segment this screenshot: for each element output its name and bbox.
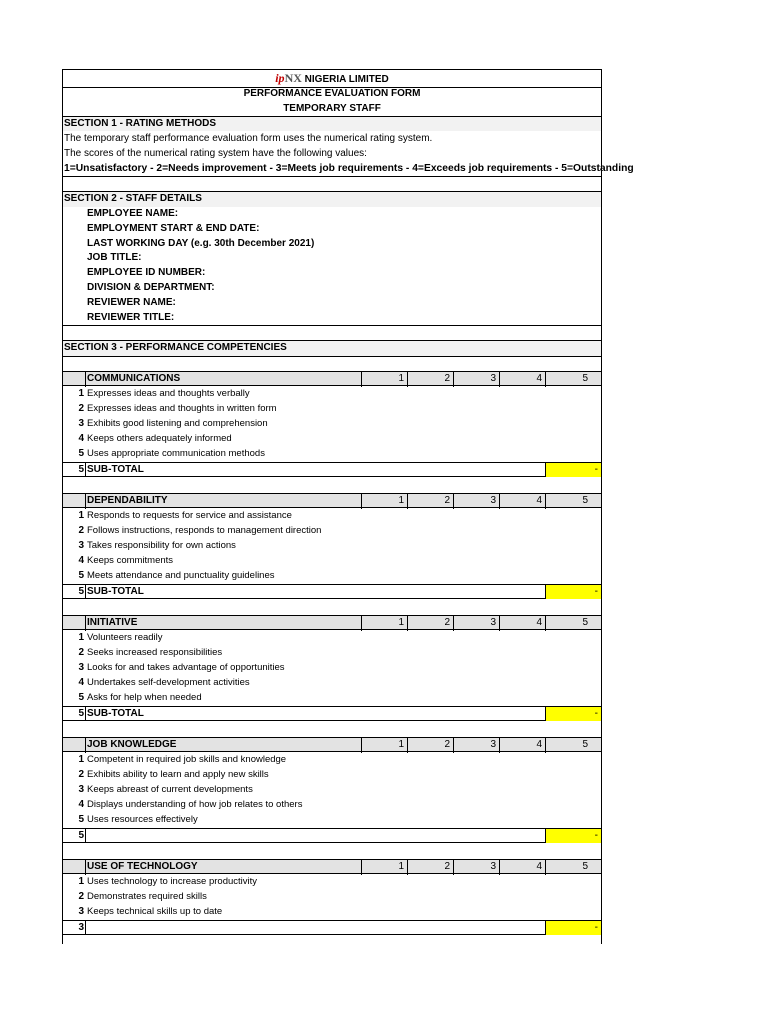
column-divider (85, 584, 86, 599)
rating-column-header: 2 (444, 861, 450, 872)
rating-column-header: 5 (582, 739, 588, 750)
staff-field-label: DIVISION & DEPARTMENT: (87, 282, 215, 293)
competency-item: Expresses ideas and thoughts in written form (87, 403, 277, 414)
rating-column-header: 5 (582, 495, 588, 506)
competency-item: Looks for and takes advantage of opportunities (87, 662, 285, 673)
competency-item: Uses resources effectively (87, 814, 198, 825)
competency-item: Exhibits good listening and comprehension (87, 418, 268, 429)
competency-item: Uses technology to increase productivity (87, 876, 258, 887)
company-name: NIGERIA LIMITED (301, 74, 389, 85)
item-number: 5 (78, 692, 84, 703)
company-title (63, 71, 601, 87)
item-number: 1 (78, 388, 84, 399)
item-number: 5 (78, 448, 84, 459)
item-number: 1 (78, 876, 84, 887)
item-number: 2 (78, 769, 84, 780)
column-divider (85, 828, 86, 843)
staff-field-label: EMPLOYEE ID NUMBER: (87, 267, 206, 279)
competency-item: Undertakes self-development activities (87, 677, 250, 688)
competency-item: Expresses ideas and thoughts verbally (87, 388, 250, 399)
rating-scale-legend: 1=Unsatisfactory - 2=Needs improvement - 3=Meets job requirements - 4=Exceeds job requirements - 5=Outstanding (64, 163, 634, 174)
item-count: 5 (78, 586, 84, 597)
staff-field-label: EMPLOYMENT START & END DATE: (87, 222, 260, 234)
top-border (63, 69, 601, 70)
rating-column-header: 5 (582, 617, 588, 628)
item-number: 3 (78, 540, 84, 551)
rating-column-header: 4 (536, 617, 542, 628)
competency-name: INITIATIVE (87, 617, 138, 628)
item-number: 2 (78, 647, 84, 658)
competency-item: Seeks increased responsibilities (87, 647, 223, 658)
subtotal-score-cell: - (545, 585, 601, 599)
form-title: PERFORMANCE EVALUATION FORM (243, 88, 421, 99)
rating-column-header: 5 (582, 373, 588, 384)
item-number: 2 (78, 525, 84, 536)
item-number: 1 (78, 632, 84, 643)
item-number: 4 (78, 433, 84, 444)
subtotal-row (63, 828, 601, 843)
item-count: 3 (78, 922, 84, 933)
competency-item: Uses appropriate communication methods (87, 448, 265, 459)
competency-item: Competent in required job skills and knowledge (87, 754, 287, 765)
competency-item: Follows instructions, responds to management direction (87, 525, 322, 536)
staff-field-label: LAST WORKING DAY (e.g. 30th December 2021) (87, 237, 315, 249)
competency-name: JOB KNOWLEDGE (87, 739, 177, 750)
rating-column-header: 4 (536, 495, 542, 506)
subtotal-label: SUB-TOTAL (87, 586, 144, 597)
rating-column-header: 1 (398, 373, 404, 384)
rating-column-header: 3 (490, 617, 496, 628)
subtotal-score-cell: - (545, 707, 601, 721)
competency-item: Exhibits ability to learn and apply new skills (87, 769, 269, 780)
item-number: 1 (78, 510, 84, 521)
rating-column-header: 3 (490, 495, 496, 506)
rating-column-header: 3 (490, 861, 496, 872)
subtotal-row (63, 920, 601, 935)
column-divider (85, 920, 86, 935)
rating-column-header: 2 (444, 373, 450, 384)
competency-item: Takes responsibility for own actions (87, 540, 236, 551)
brand-logo-nx: NX (284, 71, 302, 85)
staff-field-label: REVIEWER TITLE: (87, 311, 175, 323)
item-count: 5 (78, 464, 84, 475)
divider (63, 325, 601, 326)
rating-column-header: 4 (536, 739, 542, 750)
item-number: 1 (78, 754, 84, 765)
item-number: 2 (78, 403, 84, 414)
section1-title: SECTION 1 - RATING METHODS (64, 118, 217, 129)
subtotal-label: SUB-TOTAL (87, 708, 144, 719)
competency-item: Volunteers readily (87, 632, 163, 643)
form-subtitle: TEMPORARY STAFF (283, 103, 381, 114)
item-number: 2 (78, 891, 84, 902)
column-divider (85, 462, 86, 477)
competency-item: Asks for help when needed (87, 692, 202, 703)
competency-name: DEPENDABILITY (87, 495, 168, 506)
competency-name: COMMUNICATIONS (87, 373, 181, 384)
item-number: 3 (78, 784, 84, 795)
column-divider (85, 859, 86, 875)
section2-title: SECTION 2 - STAFF DETAILS (64, 193, 202, 204)
rating-column-header: 3 (490, 739, 496, 750)
item-number: 5 (78, 814, 84, 825)
item-number: 4 (78, 677, 84, 688)
item-number: 3 (78, 662, 84, 673)
item-number: 4 (78, 799, 84, 810)
rating-column-header: 2 (444, 739, 450, 750)
section1-text-2: The scores of the numerical rating system have the following values: (64, 148, 367, 159)
item-number: 5 (78, 570, 84, 581)
column-divider (85, 706, 86, 721)
competency-item: Keeps technical skills up to date (87, 906, 223, 917)
column-divider (85, 493, 86, 509)
rating-column-header: 2 (444, 617, 450, 628)
section3-title: SECTION 3 - PERFORMANCE COMPETENCIES (64, 342, 287, 353)
rating-column-header: 3 (490, 373, 496, 384)
rating-column-header: 1 (398, 495, 404, 506)
rating-column-header: 2 (444, 495, 450, 506)
rating-column-header: 5 (582, 861, 588, 872)
divider (63, 176, 601, 177)
column-divider (85, 615, 86, 631)
item-number: 3 (78, 906, 84, 917)
competency-item: Keeps commitments (87, 555, 174, 566)
rating-column-header: 1 (398, 861, 404, 872)
competency-item: Displays understanding of how job relates to others (87, 799, 303, 810)
divider (63, 356, 601, 357)
competency-item: Responds to requests for service and assistance (87, 510, 292, 521)
staff-field-label: JOB TITLE: (87, 252, 142, 264)
rating-column-header: 4 (536, 373, 542, 384)
staff-field-label: EMPLOYEE NAME: (87, 208, 179, 219)
staff-field-label: REVIEWER NAME: (87, 296, 176, 308)
rating-column-header: 1 (398, 617, 404, 628)
subtotal-score-cell: - (545, 829, 601, 843)
competency-item: Keeps others adequately informed (87, 433, 232, 444)
competency-item: Keeps abreast of current developments (87, 784, 253, 795)
column-divider (85, 371, 86, 387)
rating-column-header: 4 (536, 861, 542, 872)
item-number: 3 (78, 418, 84, 429)
column-divider (85, 737, 86, 753)
section1-text-1: The temporary staff performance evaluation form uses the numerical rating system. (64, 133, 433, 144)
brand-logo-ip: ip (275, 71, 285, 85)
item-count: 5 (78, 708, 84, 719)
subtotal-score-cell: - (545, 921, 601, 935)
item-count: 5 (78, 830, 84, 841)
competency-name: USE OF TECHNOLOGY (87, 861, 198, 872)
competency-item: Meets attendance and punctuality guidelines (87, 570, 275, 581)
competency-item: Demonstrates required skills (87, 891, 207, 902)
evaluation-form-sheet (62, 69, 634, 944)
subtotal-score-cell: - (545, 463, 601, 477)
subtotal-label: SUB-TOTAL (87, 464, 144, 475)
rating-column-header: 1 (398, 739, 404, 750)
item-number: 4 (78, 555, 84, 566)
